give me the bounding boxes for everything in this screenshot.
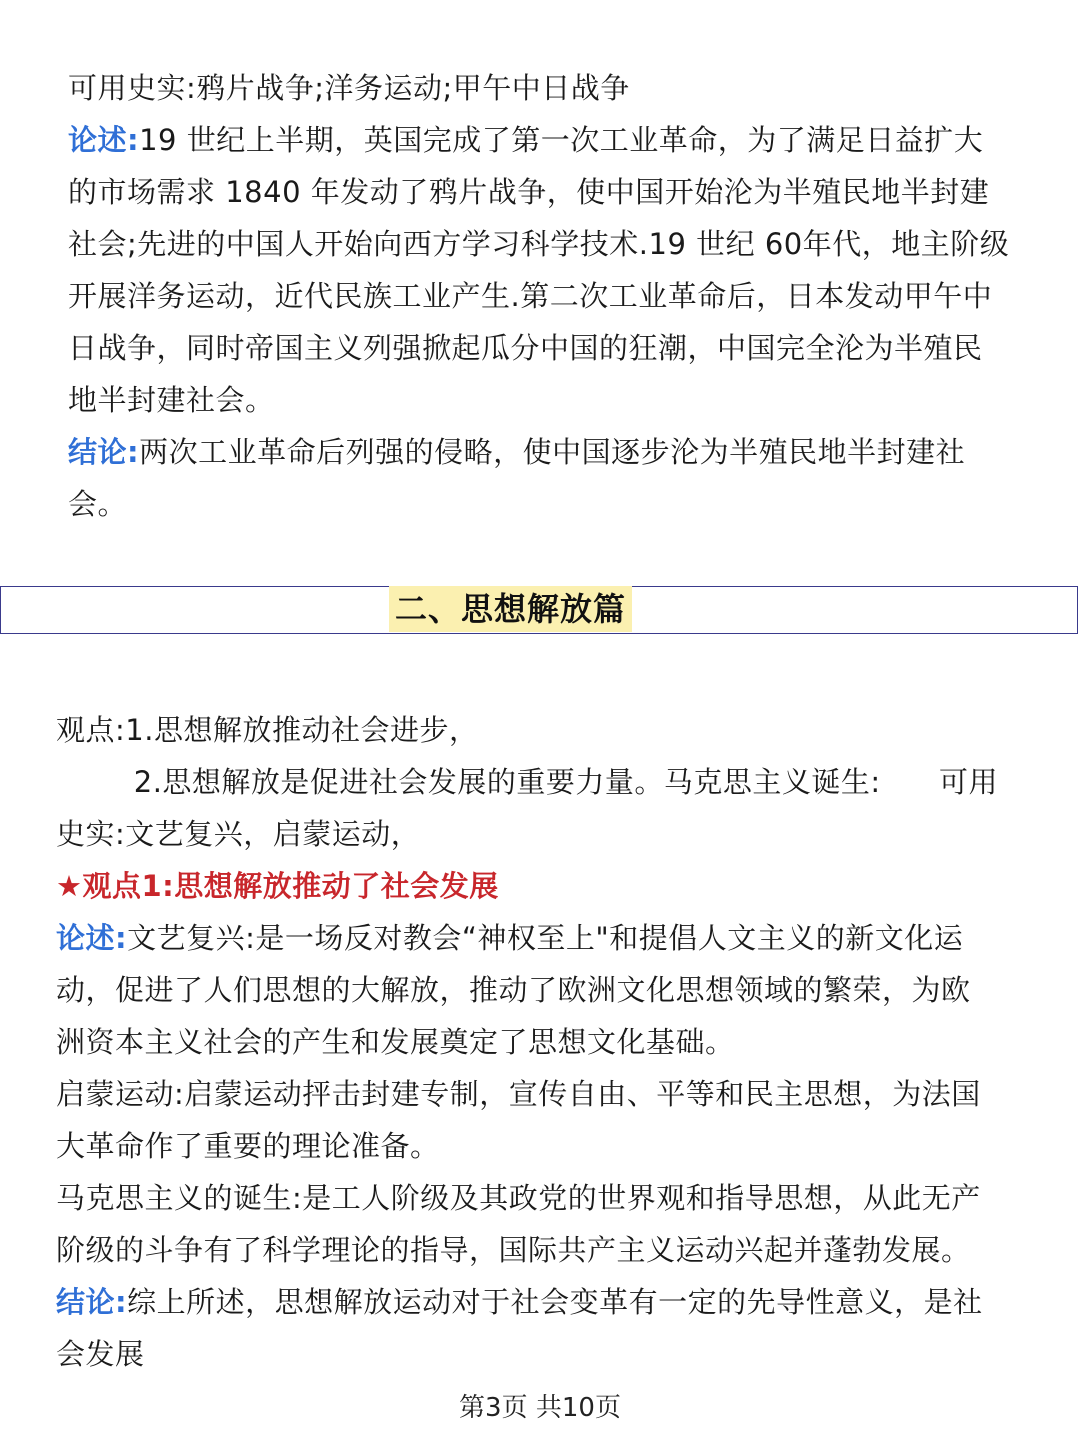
- argument-label: 论述:: [56, 921, 128, 955]
- conclusion-line-1: [56, 1276, 1016, 1328]
- argument-line-3: 洲资本主义社会的产生和发展奠定了思想文化基础。: [56, 1025, 735, 1059]
- conclusion-line-1: [68, 426, 1028, 478]
- highlighted-viewpoint: ★观点1:思想解放推动了社会发展: [56, 869, 499, 903]
- viewpoints-line-3: 史实:文艺复兴，启蒙运动，: [56, 817, 421, 851]
- argument-line-3: 社会;先进的中国人开始向西方学习科学技术.19 世纪 60年代，地主阶级: [68, 227, 1010, 261]
- argument-line-6: 地半封建社会。: [68, 383, 275, 417]
- argument-line-5: 日战争，同时帝国主义列强掀起瓜分中国的狂潮，中国完全沦为半殖民: [68, 331, 983, 365]
- section-thought-liberation: [56, 704, 1016, 1380]
- argument-line-2: 的市场需求 1840 年发动了鸦片战争，使中国开始沦为半殖民地半封建: [68, 175, 990, 209]
- conclusion-line-2: 会发展: [56, 1337, 145, 1371]
- argument-line-1: [68, 114, 1028, 166]
- section-title: 二、思想解放篇: [389, 586, 632, 632]
- argument-line-4: 启蒙运动:启蒙运动抨击封建专制，宣传自由、平等和民主思想，为法国: [56, 1077, 981, 1111]
- argument-line-2: 动，促进了人们思想的大解放，推动了欧洲文化思想领域的繁荣，为欧: [56, 973, 971, 1007]
- viewpoints-line-2: 2.思想解放是促进社会发展的重要力量。马克思主义诞生: 可用: [56, 765, 999, 799]
- facts-line: 可用史实:鸦片战争;洋务运动;甲午中日战争: [68, 71, 630, 105]
- argument-line-1: [56, 912, 1016, 964]
- argument-text: 19 世纪上半期，英国完成了第一次工业革命，为了满足日益扩大: [139, 123, 984, 157]
- argument-line-7: 阶级的斗争有了科学理论的指导，国际共产主义运动兴起并蓬勃发展。: [56, 1233, 971, 1267]
- conclusion-label: 结论:: [68, 435, 140, 469]
- conclusion-line-2: 会。: [68, 487, 128, 521]
- section-industrial-revolution: [68, 62, 1028, 530]
- conclusion-label: 结论:: [56, 1285, 128, 1319]
- conclusion-text: 两次工业革命后列强的侵略，使中国逐步沦为半殖民地半封建社: [139, 435, 966, 469]
- conclusion-text: 综上所述，思想解放运动对于社会变革有一定的先导性意义，是社: [127, 1285, 983, 1319]
- argument-text: 文艺复兴:是一场反对教会“神权至上"和提倡人文主义的新文化运: [127, 921, 964, 955]
- page-number: 第3页 共10页: [459, 1393, 621, 1423]
- argument-label: 论述:: [68, 123, 140, 157]
- argument-line-6: 马克思主义的诞生:是工人阶级及其政党的世界观和指导思想，从此无产: [56, 1181, 981, 1215]
- viewpoints-line-1: 观点:1.思想解放推动社会进步，: [56, 713, 479, 747]
- argument-line-5: 大革命作了重要的理论准备。: [56, 1129, 440, 1163]
- argument-line-4: 开展洋务运动，近代民族工业产生.第二次工业革命后，日本发动甲午中: [68, 279, 993, 313]
